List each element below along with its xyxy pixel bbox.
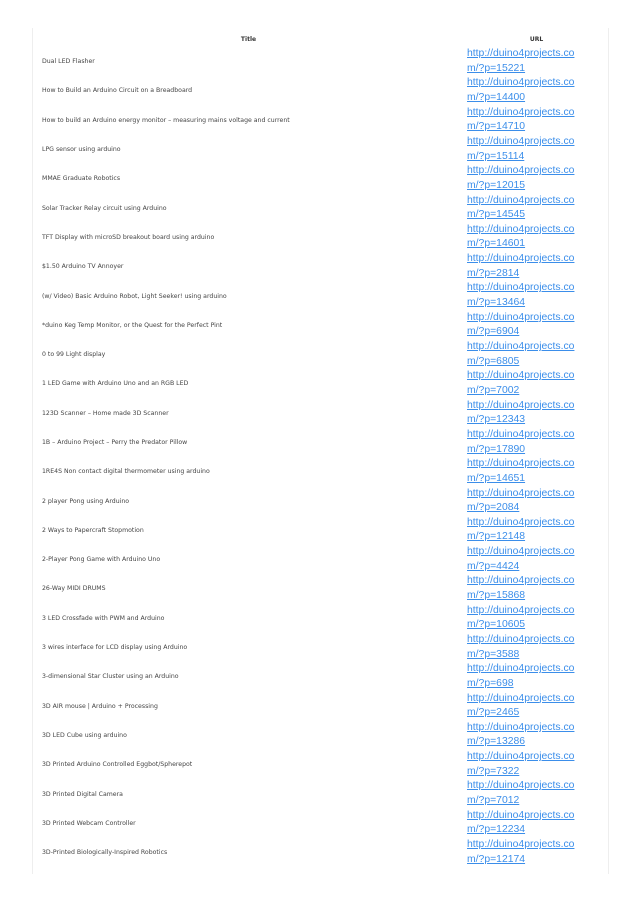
project-title: 3D-Printed Biologically-Inspired Robotics [42, 849, 168, 857]
project-url-link[interactable]: http://duino4projects.com/?p=15868 [467, 575, 575, 601]
project-title: 2 Ways to Papercraft Stopmotion [42, 526, 144, 534]
project-url-cell [465, 369, 608, 398]
project-url-link[interactable]: http://duino4projects.com/?p=14601 [467, 223, 575, 250]
project-title: 2 player Pong using Arduino [42, 497, 130, 505]
table-row [32, 311, 608, 340]
project-url-cell [465, 545, 608, 574]
project-title: (w/ Video) Basic Arduino Robot, Light Seeker! using arduino [42, 292, 227, 300]
project-title: 26-Way MIDI DRUMS [42, 585, 106, 593]
project-title: 2-Player Pong Game with Arduino Uno [42, 556, 161, 564]
table-row [32, 457, 608, 486]
project-url-cell [465, 340, 608, 369]
project-url-link[interactable]: http://duino4projects.com/?p=6904 [467, 311, 575, 338]
project-url-cell [465, 252, 608, 281]
table-row [32, 340, 608, 369]
project-title: How to build an Arduino energy monitor – measuring mains voltage and current [42, 116, 290, 124]
projects-table [32, 31, 608, 867]
project-title: 123D Scanner – Home made 3D Scanner [42, 409, 169, 417]
project-url-link[interactable]: http://duino4projects.com/?p=15114 [467, 135, 575, 162]
table-header-row [32, 31, 608, 47]
project-title: Solar Tracker Relay circuit using Arduino [42, 204, 167, 212]
project-url-cell [465, 311, 608, 340]
project-title: 1 LED Game with Arduino Uno and an RGB LED [42, 380, 189, 388]
table-row [32, 721, 608, 750]
project-url-cell [465, 106, 608, 135]
project-title: 0 to 99 Light display [42, 351, 106, 359]
table-row [32, 193, 608, 222]
table-row [32, 545, 608, 574]
table-right-border [608, 28, 609, 874]
project-url-cell [465, 721, 608, 750]
project-title: 3D AIR mouse | Arduino + Processing [42, 702, 158, 710]
project-title: 3 wires interface for LCD display using Arduino [42, 644, 188, 652]
project-title: *duino Keg Temp Monitor, or the Quest for the Perfect Pint [42, 321, 223, 329]
project-url-cell [465, 779, 608, 808]
project-url-cell [465, 604, 608, 633]
project-url-cell [465, 135, 608, 164]
project-url-cell [465, 164, 608, 193]
project-title: LPG sensor using arduino [42, 146, 121, 154]
project-url-cell [465, 809, 608, 838]
project-url-link[interactable]: http://duino4projects.com/?p=13286 [467, 721, 575, 748]
project-title: How to Build an Arduino Circuit on a Breadboard [42, 87, 193, 95]
table-row [32, 369, 608, 398]
project-url-cell [465, 193, 608, 222]
table-row [32, 809, 608, 838]
project-title: MMAE Graduate Robotics [42, 175, 121, 183]
project-title: 3D Printed Webcam Controller [42, 819, 136, 827]
table-row [32, 604, 608, 633]
table-row [32, 428, 608, 457]
table-row [32, 516, 608, 545]
project-url-link[interactable]: http://duino4projects.com/?p=6805 [467, 341, 575, 367]
project-url-link[interactable]: http://duino4projects.com/?p=14545 [467, 194, 575, 221]
project-url-link[interactable]: http://duino4projects.com/?p=12148 [467, 516, 575, 543]
project-url-link[interactable]: http://duino4projects.com/?p=698 [467, 663, 575, 689]
table-row [32, 223, 608, 252]
project-url-link[interactable]: http://duino4projects.com/?p=3588 [467, 633, 575, 660]
project-url-link[interactable]: http://duino4projects.com/?p=2814 [467, 253, 575, 279]
project-url-cell [465, 516, 608, 545]
project-url-cell [465, 838, 608, 867]
project-url-link[interactable]: http://duino4projects.com/?p=12343 [467, 399, 575, 426]
table-row [32, 252, 608, 281]
column-header-title: Title [240, 35, 257, 43]
table-row [32, 76, 608, 105]
table-row [32, 399, 608, 428]
project-title: 3D Printed Arduino Controlled Eggbot/Spherepot [42, 761, 193, 769]
project-url-link[interactable]: http://duino4projects.com/?p=2465 [467, 692, 575, 719]
project-url-link[interactable]: http://duino4projects.com/?p=14400 [467, 77, 575, 103]
table-row [32, 281, 608, 310]
table-row [32, 164, 608, 193]
project-url-link[interactable]: http://duino4projects.com/?p=4424 [467, 546, 575, 572]
project-title: 3D LED Cube using arduino [42, 731, 127, 739]
project-url-cell [465, 76, 608, 105]
table-row [32, 106, 608, 135]
project-title: 1B – Arduino Project – Perry the Predator Pillow [42, 439, 188, 446]
project-url-link[interactable]: http://duino4projects.com/?p=13464 [467, 282, 575, 309]
project-url-link[interactable]: http://duino4projects.com/?p=7002 [467, 370, 575, 396]
project-url-cell [465, 399, 608, 428]
project-url-cell [465, 574, 608, 603]
project-url-cell [465, 662, 608, 691]
project-url-cell [465, 486, 608, 515]
table-row [32, 633, 608, 662]
table-row [32, 662, 608, 691]
project-url-link[interactable]: http://duino4projects.com/?p=14710 [467, 106, 575, 133]
project-title: $1.50 Arduino TV Annoyer [42, 263, 124, 271]
table-row [32, 574, 608, 603]
project-url-link[interactable]: http://duino4projects.com/?p=12174 [467, 839, 575, 865]
project-url-link[interactable]: http://duino4projects.com/?p=10605 [467, 604, 575, 631]
table-row [32, 47, 608, 76]
table-row [32, 135, 608, 164]
project-url-link[interactable]: http://duino4projects.com/?p=7322 [467, 751, 575, 777]
column-header-url: URL [529, 35, 544, 43]
project-url-link[interactable]: http://duino4projects.com/?p=15221 [467, 48, 575, 74]
project-url-link[interactable]: http://duino4projects.com/?p=12015 [467, 165, 575, 191]
project-url-cell [465, 223, 608, 252]
project-title: 1RE4S Non contact digital thermometer using arduino [42, 468, 210, 476]
table-row [32, 486, 608, 515]
project-url-cell [465, 281, 608, 310]
project-url-cell [465, 633, 608, 662]
project-url-cell [465, 47, 608, 76]
table-row [32, 692, 608, 721]
project-url-link[interactable]: http://duino4projects.com/?p=14651 [467, 458, 575, 484]
project-url-cell [465, 428, 608, 457]
table-row [32, 779, 608, 808]
project-url-link[interactable]: http://duino4projects.com/?p=2084 [467, 487, 575, 514]
project-title: 3-dimensional Star Cluster using an Arduino [42, 673, 179, 681]
project-url-link[interactable]: http://duino4projects.com/?p=12234 [467, 809, 575, 836]
project-url-link[interactable]: http://duino4projects.com/?p=7012 [467, 780, 575, 807]
table-row [32, 750, 608, 779]
project-url-cell [465, 692, 608, 721]
project-title: TFT Display with microSD breakout board using arduino [42, 233, 215, 241]
project-url-cell [465, 750, 608, 779]
project-url-link[interactable]: http://duino4projects.com/?p=17890 [467, 428, 575, 455]
project-url-cell [465, 457, 608, 486]
project-title: 3 LED Crossfade with PWM and Arduino [42, 614, 165, 622]
table-row [32, 838, 608, 867]
project-title: Dual LED Flasher [42, 58, 95, 66]
project-title: 3D Printed Digital Camera [42, 790, 123, 798]
